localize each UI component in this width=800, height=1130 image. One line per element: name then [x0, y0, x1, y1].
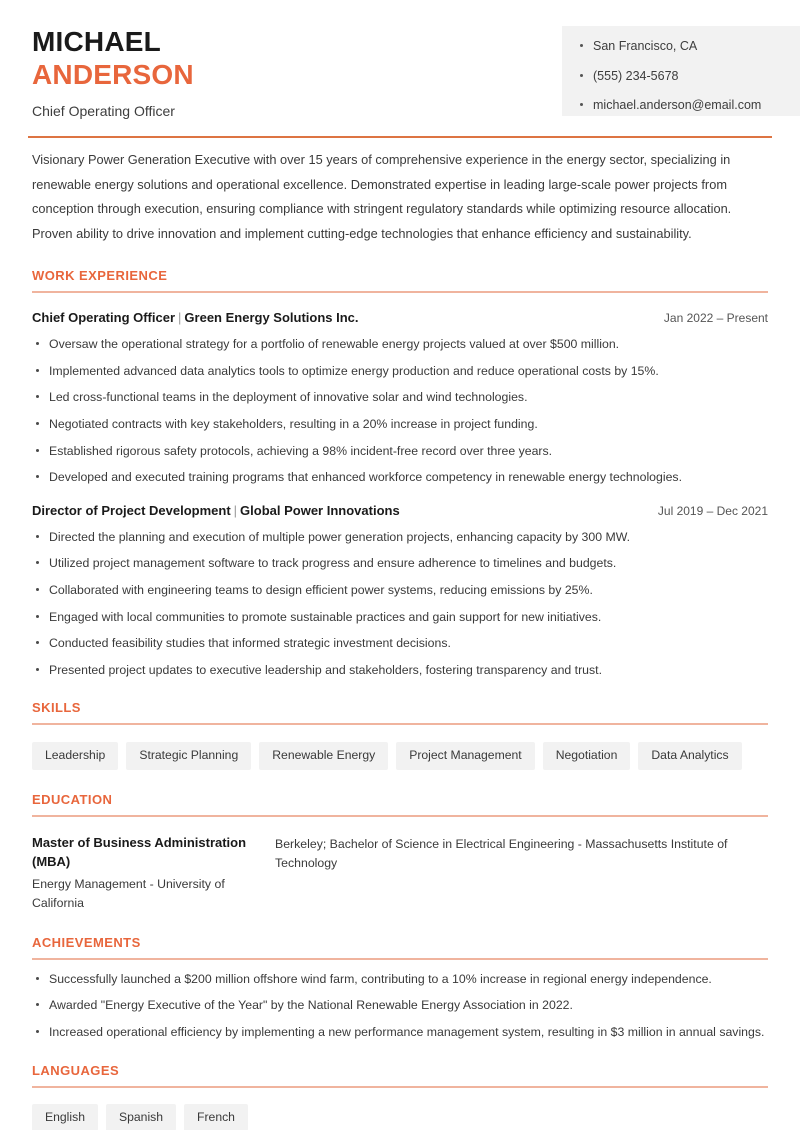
contact-panel: [562, 26, 800, 116]
job-bullet: Oversaw the operational strategy for a portfolio of renewable energy projects valued at over $500 million.: [32, 336, 768, 353]
job-bullet: Conducted feasibility studies that informed strategic investment decisions.: [32, 635, 768, 652]
job-dates: Jan 2022 – Present: [663, 311, 768, 326]
education-field: Energy Management - University of California: [32, 876, 225, 910]
skill-chip: Strategic Planning: [126, 742, 251, 769]
job-bullet: Led cross-functional teams in the deployment of innovative solar and wind technologies.: [32, 389, 768, 406]
skill-chip: Project Management: [396, 742, 534, 769]
section-work-experience: [32, 268, 768, 678]
job-dates: Jul 2019 – Dec 2021: [657, 503, 768, 518]
last-name: ANDERSON: [32, 58, 194, 90]
job-separator: |: [178, 310, 182, 326]
job-bullet: Utilized project management software to track progress and ensure adherence to timelines and budgets.: [32, 555, 768, 572]
job-bullet: Engaged with local communities to promote sustainable practices and gain support for new initiatives.: [32, 609, 768, 626]
skill-chip: Data Analytics: [638, 742, 741, 769]
job-bullets: [32, 336, 768, 486]
section-rule: [32, 815, 768, 817]
job-company: Green Energy Solutions Inc.: [184, 310, 359, 326]
contact-phone[interactable]: (555) 234-5678: [580, 70, 800, 83]
skill-chip: Leadership: [32, 742, 118, 769]
contact-location: San Francisco, CA: [580, 40, 800, 53]
job-bullets: [32, 529, 768, 679]
language-chip: Spanish: [106, 1104, 176, 1130]
identity-block: [32, 26, 194, 119]
contact-email[interactable]: michael.anderson@email.com: [580, 99, 800, 112]
section-rule: [32, 1086, 768, 1088]
job-entry: [32, 503, 768, 679]
first-name: MICHAEL: [32, 26, 161, 57]
job-bullet: Presented project updates to executive leadership and stakeholders, fostering transparency and trust.: [32, 662, 768, 679]
section-title-achievements: ACHIEVEMENTS: [32, 934, 141, 950]
section-education: [32, 792, 768, 913]
achievement-item: Successfully launched a $200 million offshore wind farm, contributing to a 10% increase in regional energy independence.: [32, 971, 768, 988]
job-separator: |: [233, 502, 238, 518]
job-header: [32, 503, 768, 518]
section-skills: [32, 700, 768, 769]
section-rule: [32, 291, 768, 293]
header-job-title: Chief Operating Officer: [32, 102, 175, 119]
section-rule: [32, 723, 768, 725]
job-heading: [32, 310, 359, 325]
skill-chip: Negotiation: [543, 742, 631, 769]
resume-content: [0, 148, 800, 1130]
section-title-skills: SKILLS: [32, 700, 81, 716]
job-heading: [32, 503, 400, 518]
job-role: Chief Operating Officer: [32, 310, 176, 326]
job-bullet: Implemented advanced data analytics tools to optimize energy production and reduce operational costs by 15%.: [32, 363, 768, 380]
achievements-list: [32, 971, 768, 1041]
language-chip: English: [32, 1104, 98, 1130]
section-title-education: EDUCATION: [32, 791, 113, 807]
job-bullet: Negotiated contracts with key stakeholders, resulting in a 20% increase in project funding.: [32, 416, 768, 433]
job-header: [32, 310, 768, 325]
achievement-item: Awarded "Energy Executive of the Year" by the National Renewable Energy Association in 2022.: [32, 997, 768, 1014]
language-chip: French: [184, 1104, 248, 1130]
section-rule: [32, 958, 768, 960]
section-title-languages: LANGUAGES: [32, 1062, 120, 1078]
job-bullet: Established rigorous safety protocols, achieving a 98% incident-free record over three years.: [32, 443, 768, 460]
section-achievements: [32, 935, 768, 1041]
professional-summary: Visionary Power Generation Executive with over 15 years of comprehensive experience in the energy sector, specializing in renewable energy solutions and operational excellence. Demonstrated expertise in leading large-scale power projects from conception through execution, ensuring compliance with stringent regulatory standards while optimizing resource allocation. Proven ability to drive innovation and implement cutting-edge technologies that enhance efficiency and sustainability.: [32, 152, 732, 241]
languages-chip-list: [32, 1104, 768, 1130]
skills-chip-list: [32, 742, 768, 769]
achievement-item: Increased operational efficiency by implementing a new performance management system, resulting in $3 million in annual savings.: [32, 1024, 768, 1041]
resume-header: [0, 0, 800, 118]
job-role: Director of Project Development: [32, 502, 231, 518]
job-entry: [32, 310, 768, 486]
education-degree: Master of Business Administration (MBA): [32, 834, 247, 870]
job-bullet: Directed the planning and execution of multiple power generation projects, enhancing capacity by 300 MW.: [32, 529, 768, 546]
job-bullet: Collaborated with engineering teams to design efficient power systems, reducing emissions by 25%.: [32, 582, 768, 599]
header-divider: [28, 136, 772, 138]
skill-chip: Renewable Energy: [259, 742, 388, 769]
section-languages: [32, 1063, 768, 1130]
section-title-work-experience: WORK EXPERIENCE: [32, 268, 168, 284]
job-company: Global Power Innovations: [240, 502, 400, 518]
education-entry: [32, 833, 768, 913]
education-details: Berkeley; Bachelor of Science in Electrical Engineering - Massachusetts Institute of Technology: [275, 836, 728, 871]
job-bullet: Developed and executed training programs that enhanced workforce competency in renewable energy technologies.: [32, 469, 768, 486]
education-left-column: [32, 833, 275, 913]
